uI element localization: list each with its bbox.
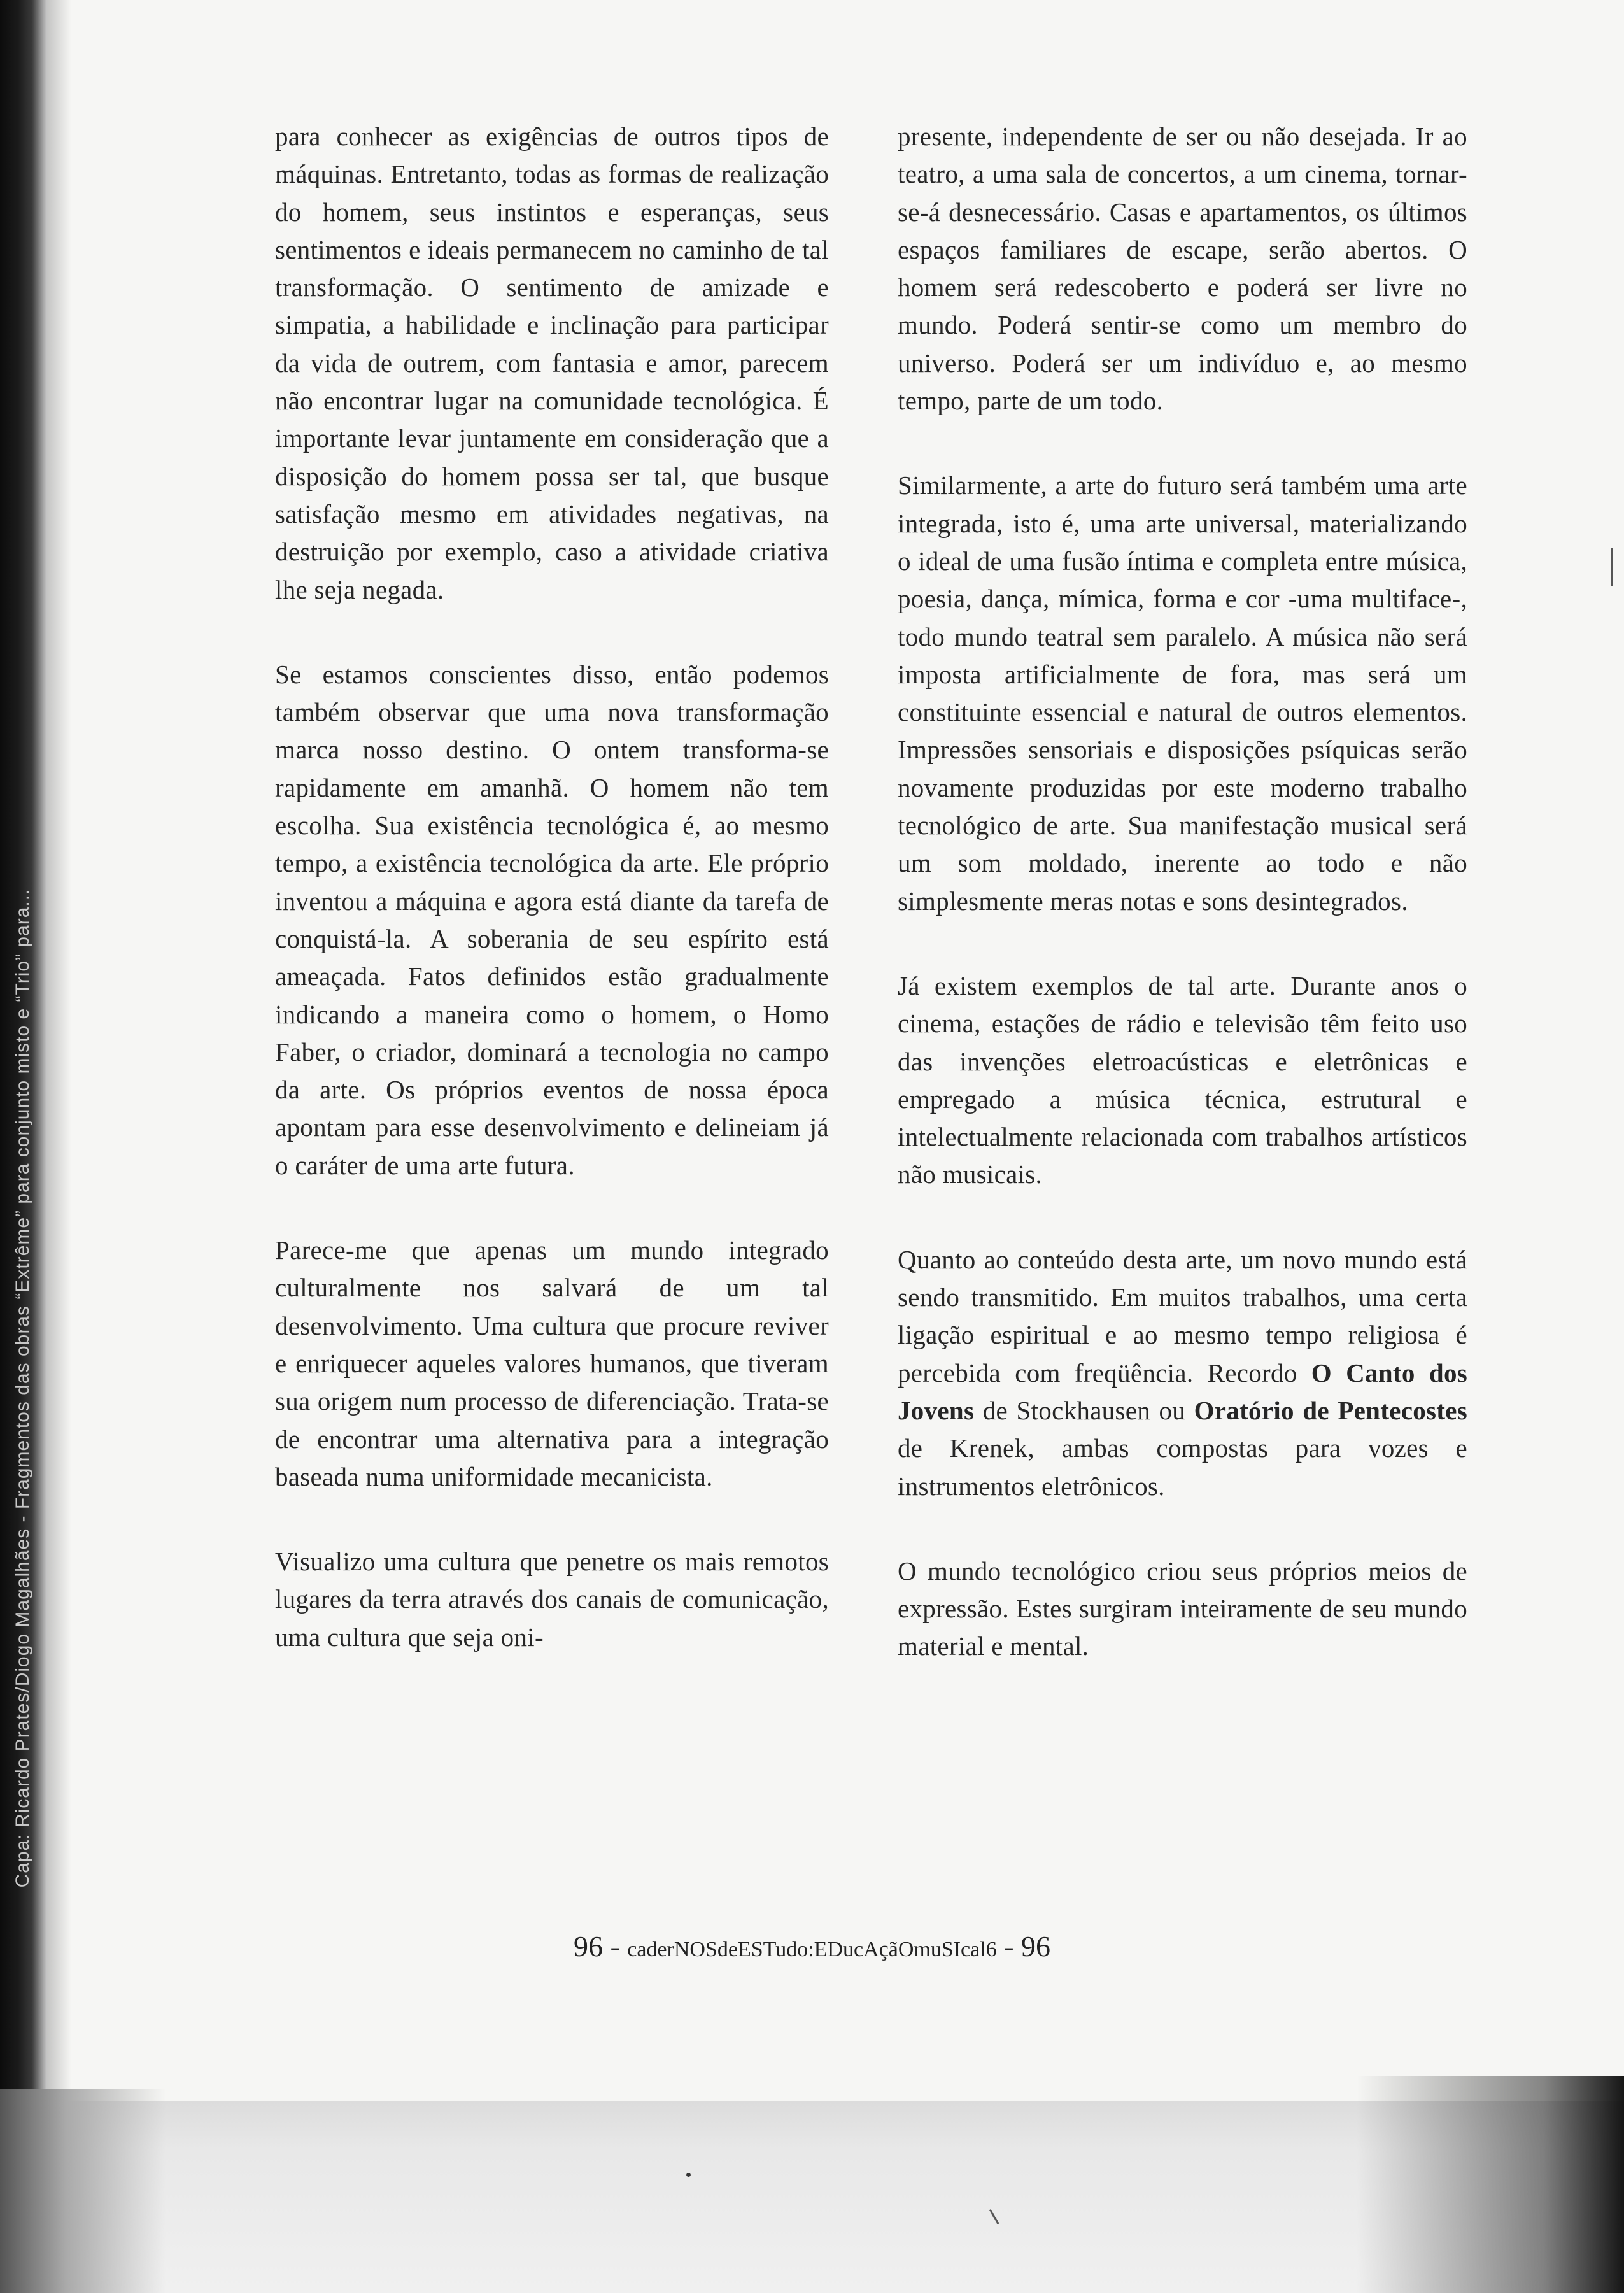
spine-caption-text: Capa: Ricardo Prates/Diogo Magalhães - Fragmentos das obras “Extrême” para conjunto misto e “Trio” para... xyxy=(12,888,33,1888)
journal-name: caderNOSdeESTudo:EDucAçãOmuSIcal6 xyxy=(627,1938,997,1961)
left-paragraph-1: para conhecer as exigências de outros tipos de máquinas. Entretanto, todas as formas de realização do homem, seus instintos e esperanças, seus sentimentos e ideais permanecem no caminho de tal transformação. O sentimento de amizade e simpatia, a habilidade e inclinação para participar da vida de outrem, com fantasia e amor, parecem não encontrar lugar na comunidade tecnológica. É importante levar juntamente em consideração que a disposição do homem possa ser tal, que busque satisfação mesmo em atividades negativas, na destruição por exemplo, caso a atividade criativa lhe seja negada. xyxy=(275,122,829,604)
work-title-canto-dos-jovens: O Canto dos Jovens xyxy=(898,1358,1468,1425)
left-column xyxy=(275,118,829,1656)
work-title-oratorio-de-pentecostes: Oratório de Pentecostes xyxy=(1194,1395,1467,1425)
scan-shadow-corner xyxy=(1357,2076,1624,2293)
right-paragraph-1: presente, independente de ser ou não desejada. Ir ao teatro, a uma sala de concertos, a um cinema, tornar-se-á desnecessário. Casas e apartamentos, os últimos espaços familiares de escape, serão abertos. O homem será redescoberto e poderá ser livre no mundo. Poderá sentir-se como um membro do universo. Poderá ser um indivíduo e, ao mesmo tempo, parte de um todo. xyxy=(898,122,1467,416)
scan-mark xyxy=(1611,548,1613,586)
right-column xyxy=(898,118,1467,1666)
page-number-right: - 96 xyxy=(1004,1930,1051,1963)
left-paragraph-3: Parece-me que apenas um mundo integrado culturalmente nos salvará de um tal desenvolvimento. Uma cultura que procure reviver e enriquecer aqueles valores humanos, que tiveram sua origem num processo de diferenciação. Trata-se de encontrar uma alternativa para a integração baseada numa uniformidade mecanicista. xyxy=(275,1235,829,1491)
left-paragraph-4: Visualizo uma cultura que penetre os mais remotos lugares da terra através dos canais de comunicação, uma cultura que seja oni- xyxy=(275,1547,829,1652)
right-paragraph-4: Quanto ao conteúdo desta arte, um novo mundo está sendo transmitido. Em muitos trabalhos, uma certa ligação espiritual e ao mesmo tempo religiosa é percebida com freqüência. Recordo O Canto dos Jovens de Stockhausen ou Oratório de Pentecostes de Krenek, ambas compostas para vozes e instrumentos eletrônicos. xyxy=(898,1244,1468,1501)
page-footer xyxy=(0,1929,1624,1963)
spine-caption xyxy=(0,0,46,2101)
left-paragraph-2: Se estamos conscientes disso, então podemos também observar que uma nova transformação marca nosso destino. O ontem transforma-se rapidamente em amanhã. O homem não tem escolha. Sua existência tecnológica é, ao mesmo tempo, a existência tecnológica da arte. Ele próprio inventou a máquina e agora está diante da tarefa de conquistá-la. A soberania de seu espírito está ameaçada. Fatos definidos estão gradualmente indicando a maneira como o homem, o Homo Faber, o criador, dominará a tecnologia no campo da arte. Os próprios eventos de nossa época apontam para esse desenvolvimento e delineiam já o caráter de uma arte futura. xyxy=(275,659,829,1180)
right-paragraph-5: O mundo tecnológico criou seus próprios meios de expressão. Estes surgiram inteiramente de seu mundo material e mental. xyxy=(898,1556,1467,1661)
page-number-left: 96 - xyxy=(573,1930,620,1963)
right-paragraph-3: Já existem exemplos de tal arte. Durante anos o cinema, estações de rádio e televisão têm feito uso das invenções eletroacústicas e eletrônicas e empregado a música técnica, estrutural e intelectualmente relacionada com trabalhos artísticos não musicais. xyxy=(898,970,1467,1189)
right-paragraph-2: Similarmente, a arte do futuro será também uma arte integrada, isto é, uma arte universal, materializando o ideal de uma fusão íntima e completa entre música, poesia, dança, mímica, forma e cor -uma multiface-, todo mundo teatral sem paralelo. A música não será imposta artificialmente de fora, mas será um constituinte essencial e natural de outros elementos. Impressões sensoriais e disposições psíquicas serão novamente produzidas por este moderno trabalho tecnológico de arte. Sua manifestação musical será um som moldado, inerente ao todo e não simplesmente meras notas e sons desintegrados. xyxy=(898,471,1467,916)
